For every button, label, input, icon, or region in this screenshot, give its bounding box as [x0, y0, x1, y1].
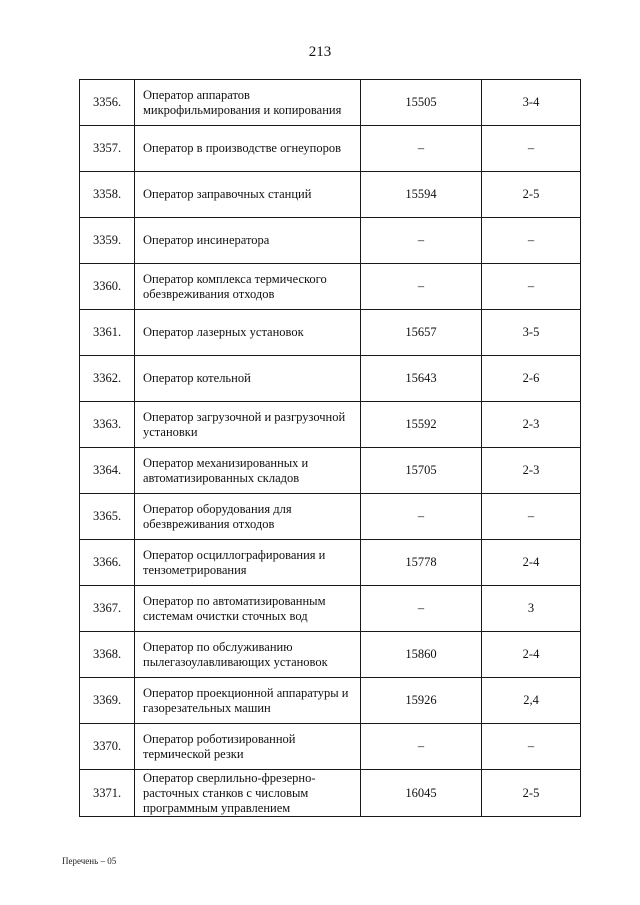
profession-code: – [361, 264, 482, 310]
profession-code: 15705 [361, 448, 482, 494]
row-number: 3368. [80, 632, 135, 678]
profession-code: 15926 [361, 678, 482, 724]
row-number: 3367. [80, 586, 135, 632]
profession-code: 15657 [361, 310, 482, 356]
table-row [80, 126, 581, 172]
profession-code: 15778 [361, 540, 482, 586]
profession-name: Оператор по автоматизированным системам очистки сточных вод [135, 586, 361, 632]
profession-code: – [361, 494, 482, 540]
profession-name: Оператор осциллографирования и тензометрирования [135, 540, 361, 586]
profession-code: – [361, 126, 482, 172]
grade-range: 3-5 [482, 310, 581, 356]
row-number: 3362. [80, 356, 135, 402]
profession-name: Оператор сверлильно-фрезерно-расточных станков с числовым программным управлением [135, 770, 361, 817]
row-number: 3360. [80, 264, 135, 310]
row-number: 3369. [80, 678, 135, 724]
table-row [80, 494, 581, 540]
row-number: 3366. [80, 540, 135, 586]
grade-range: – [482, 218, 581, 264]
profession-name: Оператор котельной [135, 356, 361, 402]
grade-range: 3-4 [482, 80, 581, 126]
grade-range: – [482, 126, 581, 172]
table-row [80, 218, 581, 264]
profession-name: Оператор оборудования для обезвреживания отходов [135, 494, 361, 540]
table-row [80, 402, 581, 448]
table-row [80, 264, 581, 310]
row-number: 3370. [80, 724, 135, 770]
profession-name: Оператор механизированных и автоматизированных складов [135, 448, 361, 494]
grade-range: 3 [482, 586, 581, 632]
row-number: 3359. [80, 218, 135, 264]
row-number: 3361. [80, 310, 135, 356]
grade-range: 2-3 [482, 402, 581, 448]
profession-code: – [361, 218, 482, 264]
table-row [80, 356, 581, 402]
table-row [80, 632, 581, 678]
grade-range: 2-5 [482, 172, 581, 218]
row-number: 3357. [80, 126, 135, 172]
row-number: 3358. [80, 172, 135, 218]
profession-code: 15594 [361, 172, 482, 218]
profession-code: 16045 [361, 770, 482, 817]
profession-name: Оператор лазерных установок [135, 310, 361, 356]
grade-range: – [482, 494, 581, 540]
profession-name: Оператор роботизированной термической резки [135, 724, 361, 770]
table-row [80, 448, 581, 494]
profession-name: Оператор по обслуживанию пылегазоулавливающих установок [135, 632, 361, 678]
profession-code: 15643 [361, 356, 482, 402]
table-row [80, 172, 581, 218]
row-number: 3364. [80, 448, 135, 494]
grade-range: 2-4 [482, 632, 581, 678]
row-number: 3365. [80, 494, 135, 540]
profession-code: – [361, 586, 482, 632]
grade-range: – [482, 264, 581, 310]
table-row [80, 586, 581, 632]
profession-code: 15505 [361, 80, 482, 126]
profession-name: Оператор аппаратов микрофильмирования и копирования [135, 80, 361, 126]
profession-code: 15592 [361, 402, 482, 448]
profession-name: Оператор комплекса термического обезвреживания отходов [135, 264, 361, 310]
profession-name: Оператор проекционной аппаратуры и газорезательных машин [135, 678, 361, 724]
grade-range: – [482, 724, 581, 770]
profession-name: Оператор инсинератора [135, 218, 361, 264]
grade-range: 2-4 [482, 540, 581, 586]
grade-range: 2,4 [482, 678, 581, 724]
row-number: 3371. [80, 770, 135, 817]
table-row [80, 80, 581, 126]
profession-name: Оператор в производстве огнеупоров [135, 126, 361, 172]
table-row [80, 310, 581, 356]
profession-name: Оператор загрузочной и разгрузочной установки [135, 402, 361, 448]
grade-range: 2-6 [482, 356, 581, 402]
grade-range: 2-5 [482, 770, 581, 817]
row-number: 3356. [80, 80, 135, 126]
profession-code: – [361, 724, 482, 770]
page-footer: Перечень – 05 [62, 856, 117, 866]
table-row [80, 540, 581, 586]
table-row [80, 724, 581, 770]
row-number: 3363. [80, 402, 135, 448]
profession-name: Оператор заправочных станций [135, 172, 361, 218]
profession-code: 15860 [361, 632, 482, 678]
table-row [80, 770, 581, 817]
grade-range: 2-3 [482, 448, 581, 494]
page-number: 213 [308, 44, 332, 60]
profession-table [79, 79, 581, 817]
table-row [80, 678, 581, 724]
